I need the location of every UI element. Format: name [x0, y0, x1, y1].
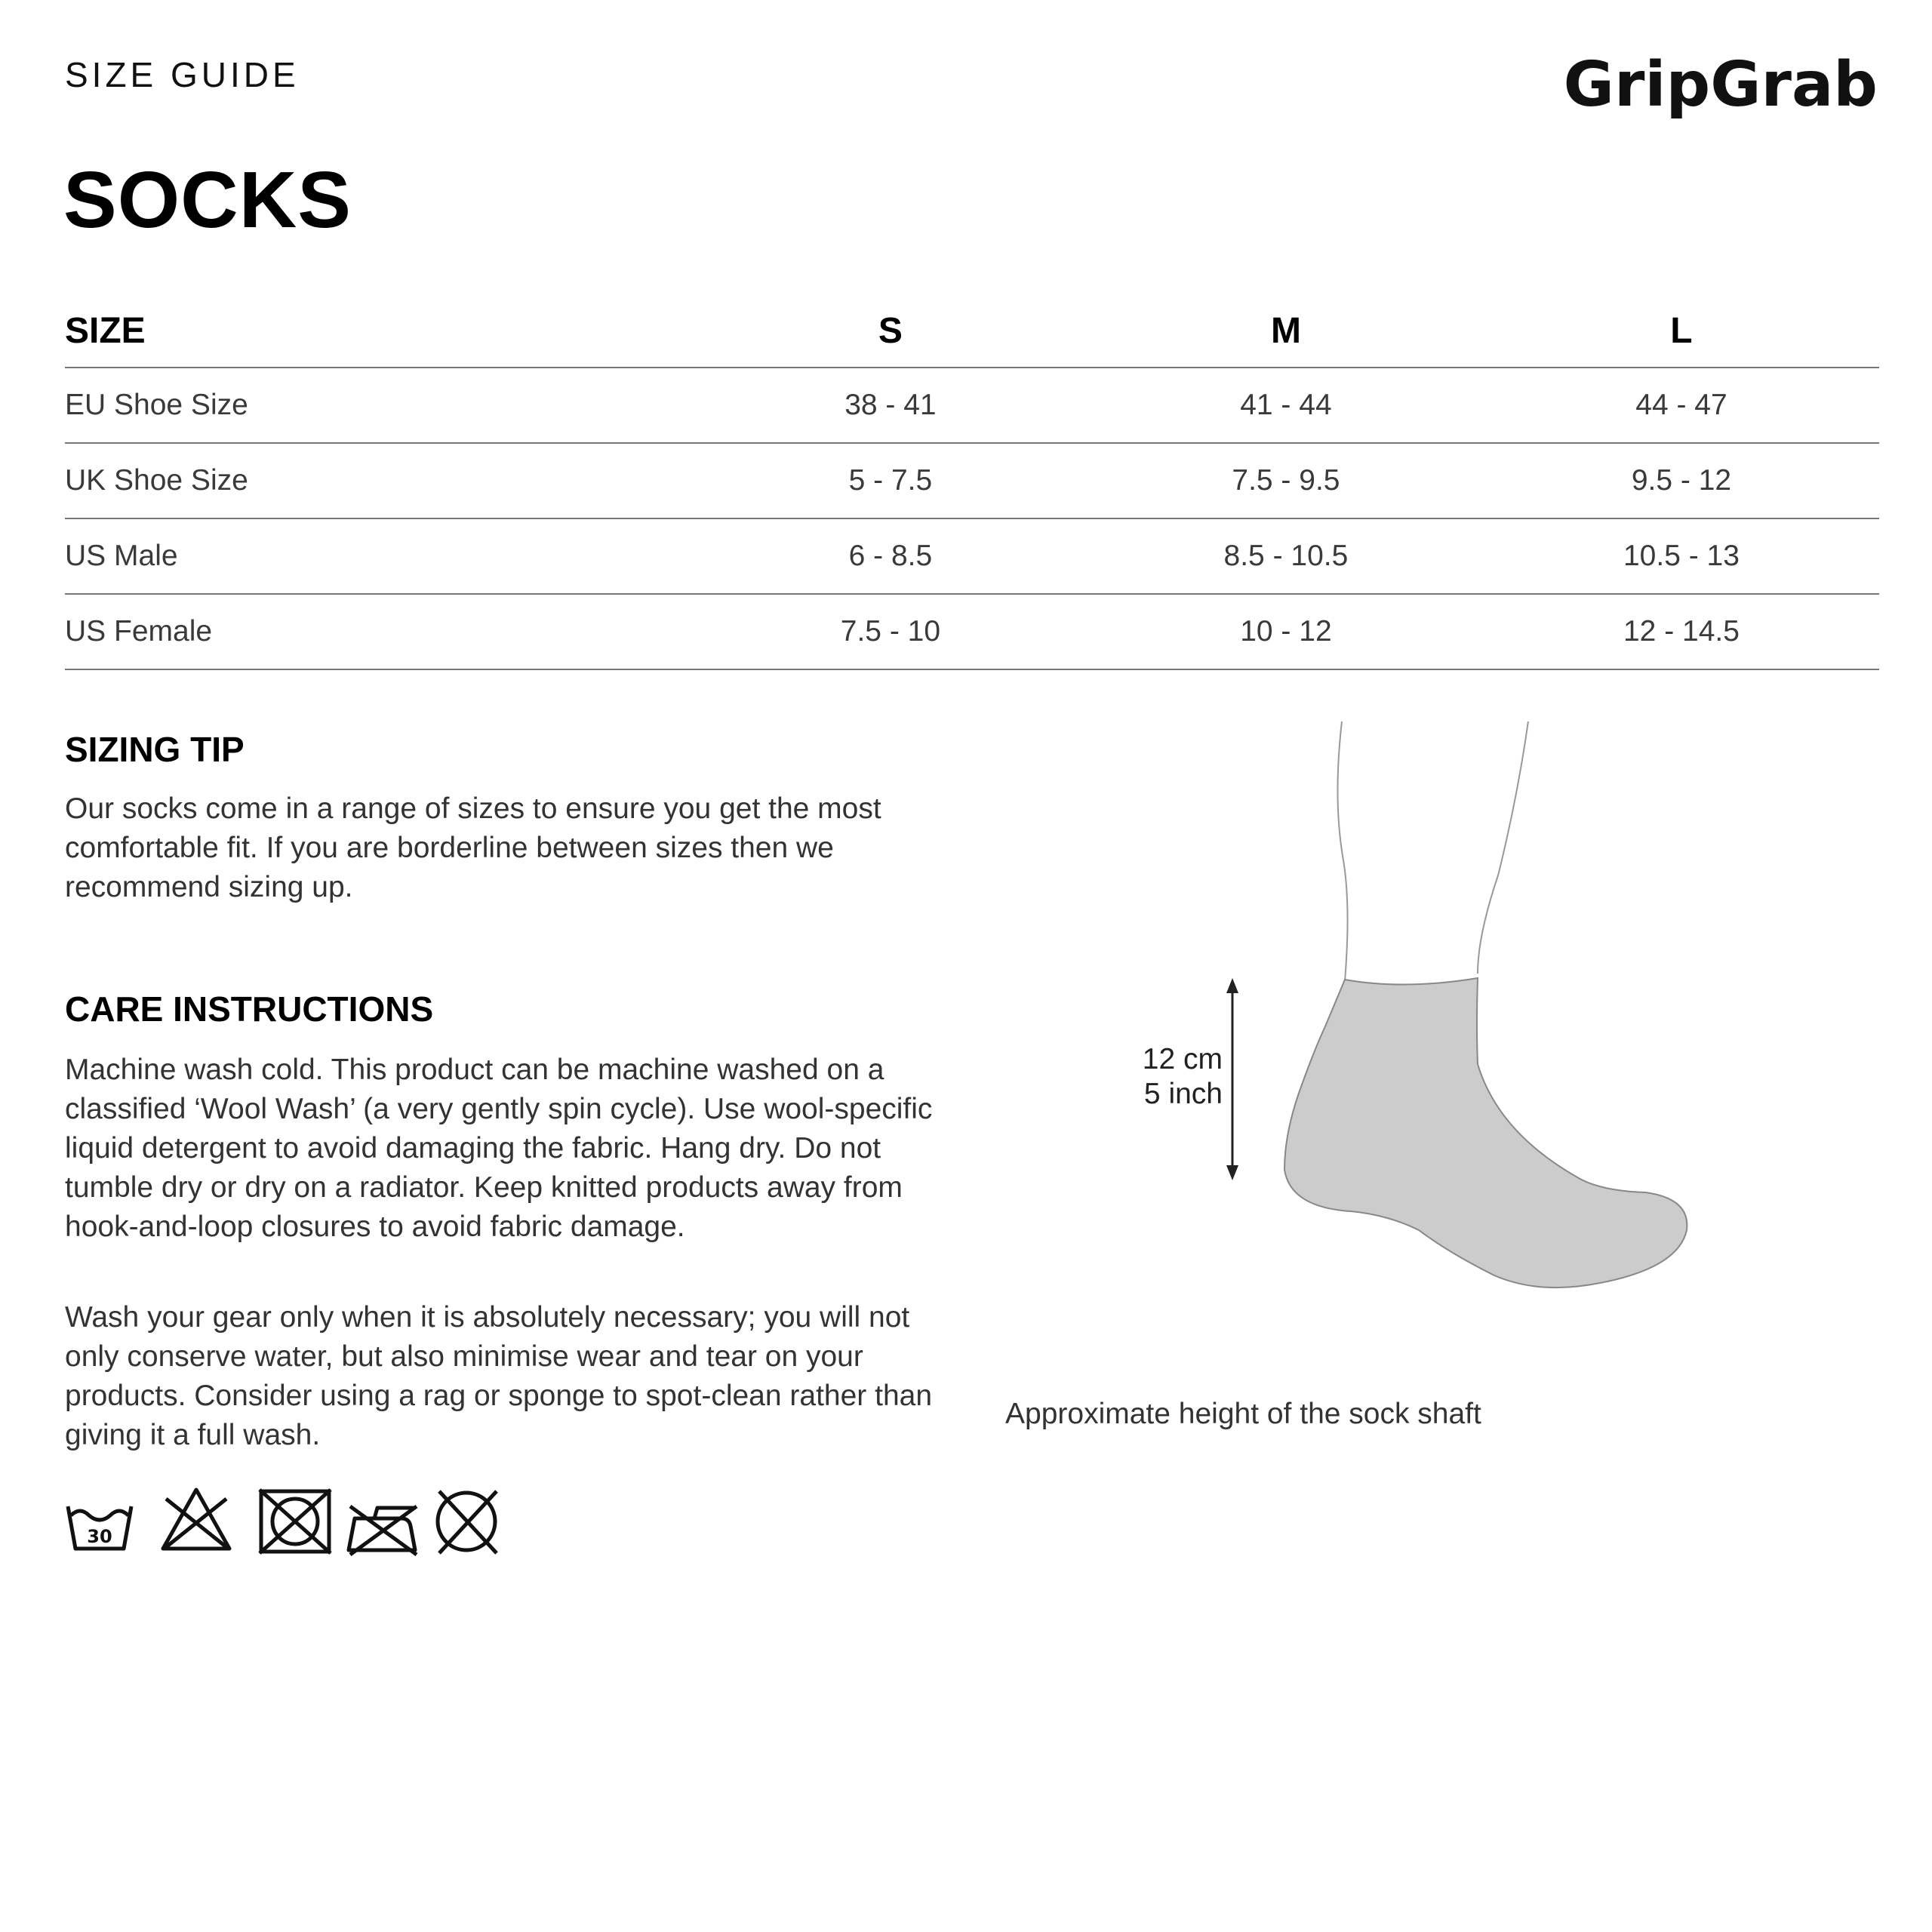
no-iron-icon	[349, 1506, 417, 1555]
column-header-l: L	[1484, 294, 1879, 368]
sock-shape	[1284, 978, 1687, 1287]
row-label: US Female	[65, 594, 693, 669]
page-title: SOCKS	[63, 155, 352, 245]
brand-logo-text: GripGrab	[1563, 49, 1878, 121]
table-cell: 10.5 - 13	[1484, 518, 1879, 594]
column-header-m: M	[1088, 294, 1484, 368]
table-cell: 41 - 44	[1088, 368, 1484, 443]
column-header-s: S	[693, 294, 1088, 368]
table-row	[65, 368, 1879, 443]
table-cell: 12 - 14.5	[1484, 594, 1879, 669]
table-cell: 9.5 - 12	[1484, 443, 1879, 518]
sizing-tip-text: Our socks come in a range of sizes to ensure you get the most comfortable fit. If you are borderline between sizes then we recommend sizing up.	[65, 792, 881, 903]
row-label: US Male	[65, 518, 693, 594]
table-cell: 6 - 8.5	[693, 518, 1088, 594]
no-bleach-icon	[163, 1490, 229, 1549]
table-cell: 7.5 - 9.5	[1088, 443, 1484, 518]
care-instructions-heading: CARE INSTRUCTIONS	[65, 989, 434, 1029]
table-cell: 7.5 - 10	[693, 594, 1088, 669]
dimension-label-cm: 12 cm	[1142, 1043, 1223, 1075]
leg-outline	[1337, 721, 1528, 981]
table-row	[65, 594, 1879, 669]
column-header-size: SIZE	[65, 294, 693, 368]
table-cell: 5 - 7.5	[693, 443, 1088, 518]
eyebrow-label: SIZE GUIDE	[65, 55, 300, 94]
care-paragraph-1: Machine wash cold. This product can be machine washed on a classified ‘Wool Wash’ (a very gently spin cycle). Use wool-specific liquid detergent to avoid damaging the fabric. Hang dry. Do not tumble dry or dry on a radiator. Keep knitted products away from hook-and-loop closures to avoid fabric damage.	[65, 1054, 933, 1243]
row-label: UK Shoe Size	[65, 443, 693, 518]
size-table	[65, 294, 1879, 670]
care-icons	[65, 1479, 548, 1562]
diagram-caption: Approximate height of the sock shaft	[1005, 1398, 1481, 1430]
row-label: EU Shoe Size	[65, 368, 693, 443]
care-paragraph-2: Wash your gear only when it is absolutely necessary; you will not only conserve water, but also minimise wear and tear on your products. Consider using a rag or sponge to spot-clean rather than giving it a full wash.	[65, 1301, 933, 1451]
sock-diagram	[1117, 709, 1736, 1336]
table-cell: 8.5 - 10.5	[1088, 518, 1484, 594]
table-cell: 10 - 12	[1088, 594, 1484, 669]
table-cell: 38 - 41	[693, 368, 1088, 443]
brand-logo	[1563, 45, 1879, 128]
sizing-tip-heading: SIZING TIP	[65, 730, 245, 769]
table-row	[65, 518, 1879, 594]
wash-temperature-label: 30	[87, 1526, 112, 1547]
dimension-arrow	[1226, 978, 1238, 1180]
no-tumble-dry-icon	[260, 1490, 331, 1553]
wash-30-icon	[68, 1506, 131, 1549]
table-row	[65, 443, 1879, 518]
table-header-row	[65, 294, 1879, 368]
dimension-label-inch: 5 inch	[1143, 1078, 1223, 1110]
no-dry-clean-icon	[438, 1491, 497, 1553]
table-cell: 44 - 47	[1484, 368, 1879, 443]
